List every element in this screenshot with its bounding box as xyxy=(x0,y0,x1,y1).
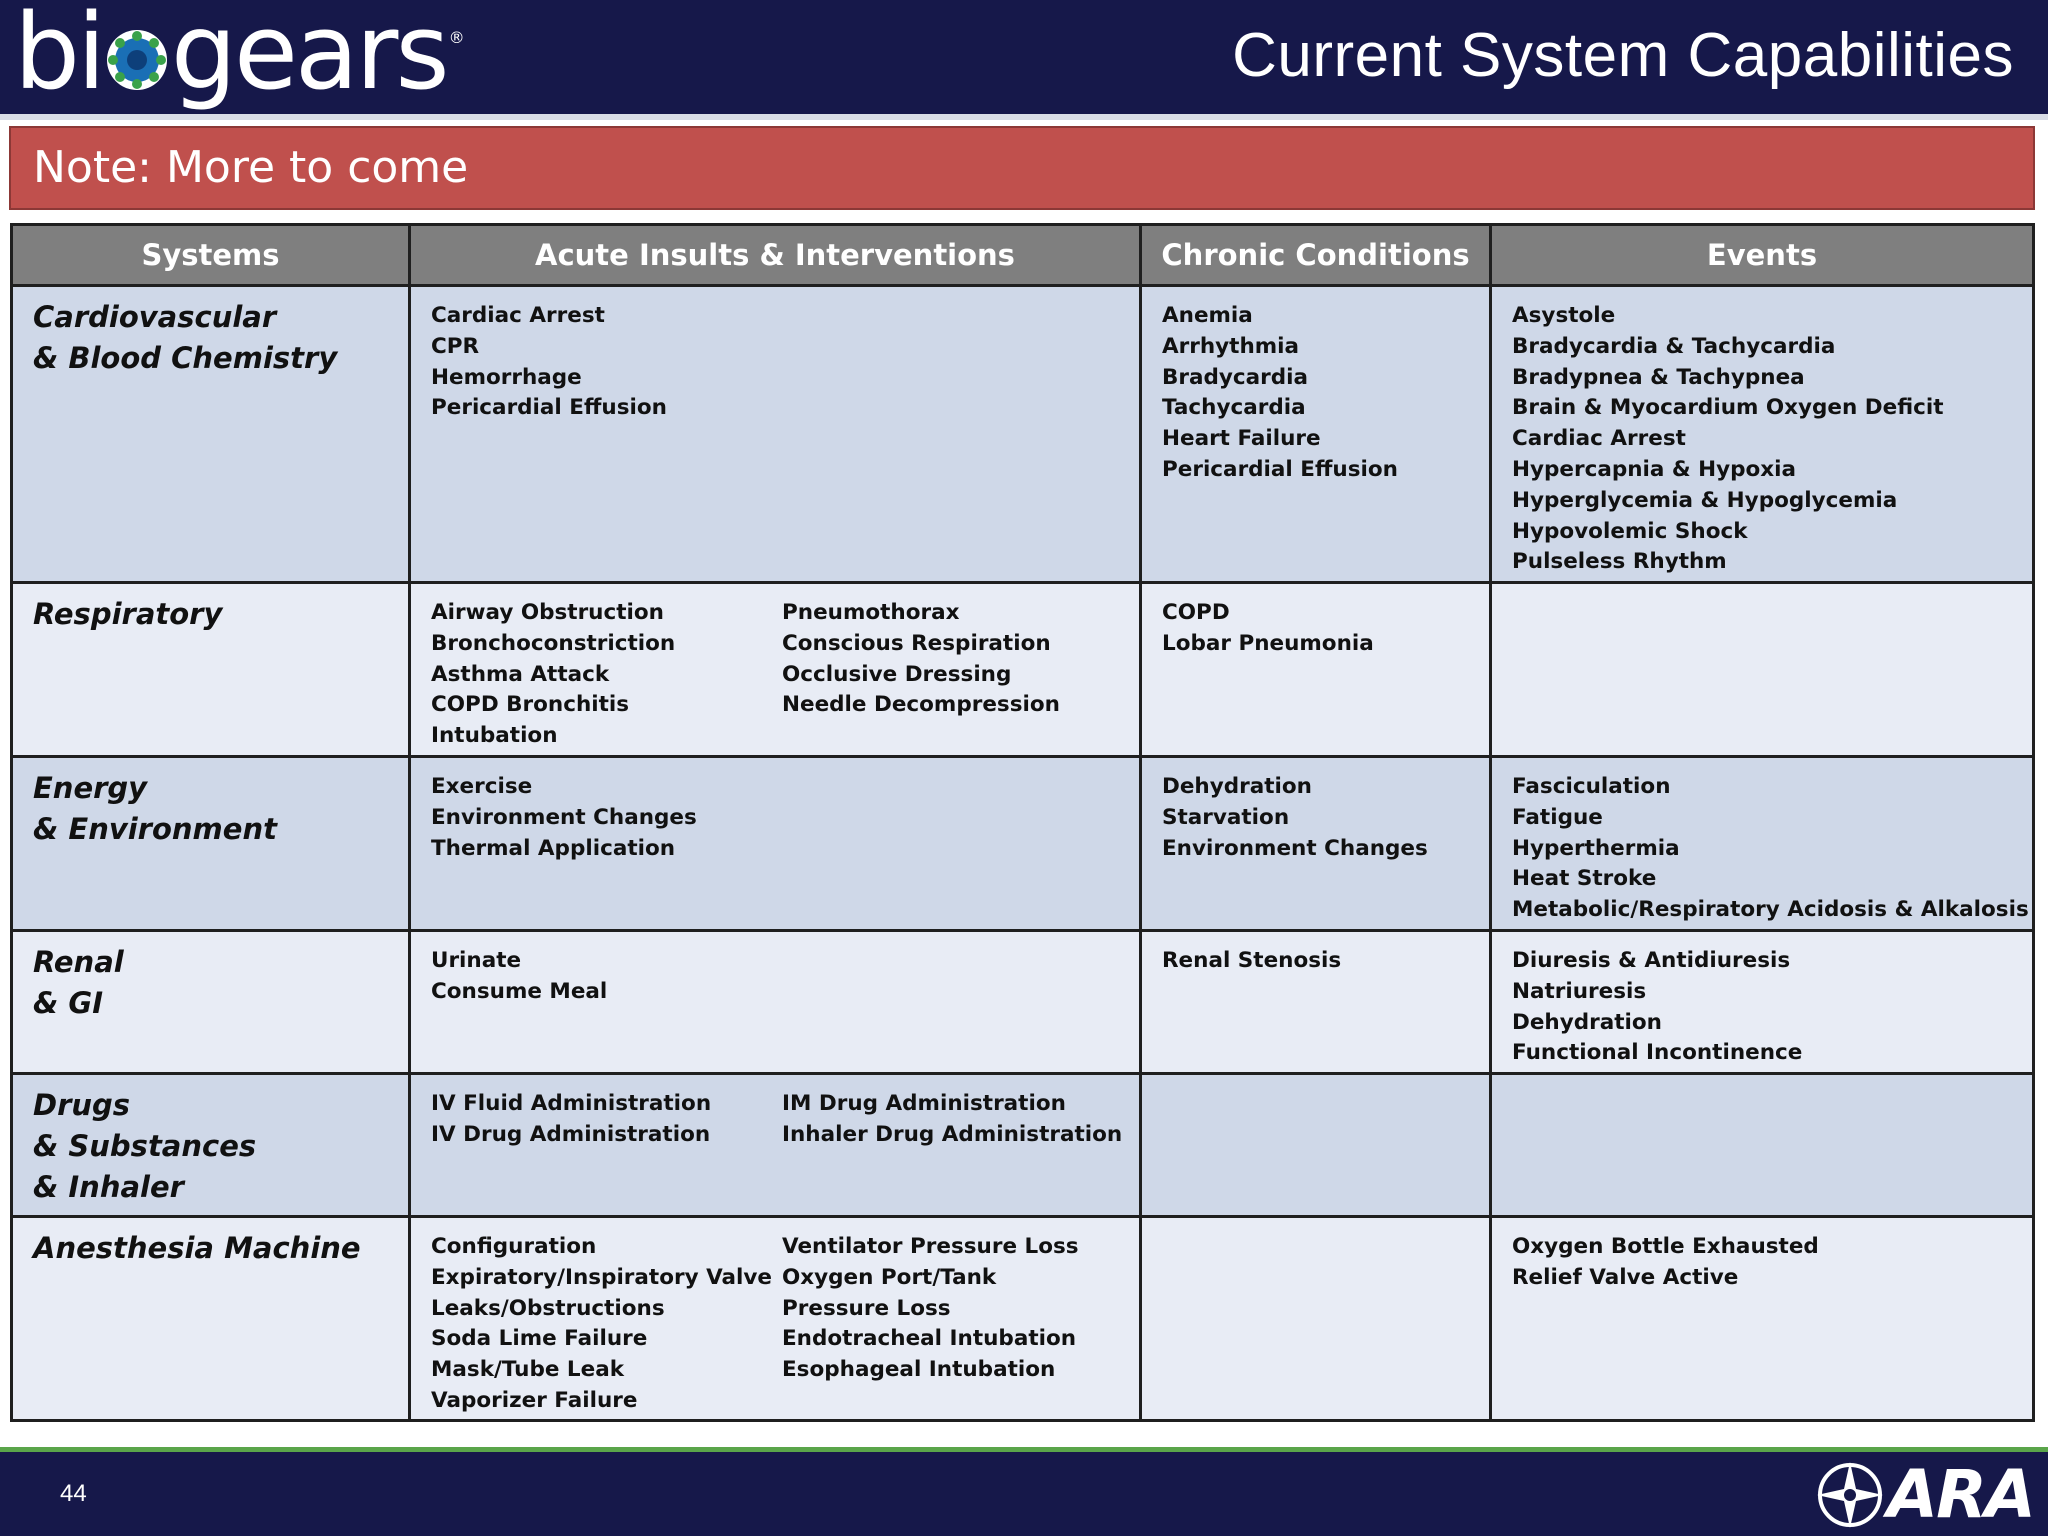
events-cell xyxy=(1492,287,2032,584)
system-name-line: & Inhaler xyxy=(33,1170,184,1204)
acute-item: Hemorrhage xyxy=(431,364,582,390)
chronic-item: COPD xyxy=(1162,600,1230,625)
acute-item: Urinate xyxy=(431,948,522,973)
chronic-item: Dehydration xyxy=(1162,774,1312,799)
acute-item: Mask/Tube Leak xyxy=(431,1357,625,1383)
event-item: Hypercapnia & Hypoxia xyxy=(1512,456,1797,482)
chronic-item: Starvation xyxy=(1162,804,1290,830)
acute-cell xyxy=(411,1218,1142,1419)
system-name-line: Cardiovascular xyxy=(33,300,277,334)
trademark-symbol: ® xyxy=(448,28,462,47)
system-cell xyxy=(13,584,411,758)
slide-header xyxy=(0,0,2048,114)
acute-cell xyxy=(411,287,1142,584)
acute-item: Airway Obstruction xyxy=(431,600,664,625)
chronic-item: Environment Changes xyxy=(1162,835,1428,861)
event-item: Functional Incontinence xyxy=(1512,1040,1803,1066)
system-name-line: Anesthesia Machine xyxy=(33,1231,361,1265)
chronic-cell xyxy=(1142,1218,1492,1419)
chronic-item: Lobar Pneumonia xyxy=(1162,630,1374,656)
acute-item: Ventilator Pressure Loss xyxy=(782,1234,1079,1259)
page-number: 44 xyxy=(60,1480,87,1507)
acute-item: Bronchoconstriction xyxy=(431,630,676,656)
note-text: Note: More to come xyxy=(33,142,469,193)
acute-cell xyxy=(411,1075,1142,1218)
events-cell xyxy=(1492,1218,2032,1419)
acute-item: COPD Bronchitis xyxy=(431,692,630,718)
header-chronic: Chronic Conditions xyxy=(1142,226,1492,287)
acute-cell xyxy=(411,584,1142,758)
system-cell xyxy=(13,758,411,932)
acute-item: Exercise xyxy=(431,774,533,799)
acute-item: Leaks/Obstructions xyxy=(431,1295,665,1321)
system-name-line: & Environment xyxy=(33,812,277,846)
logo-text-right: gears xyxy=(170,0,447,113)
chronic-item: Heart Failure xyxy=(1162,426,1321,452)
event-item: Pulseless Rhythm xyxy=(1512,549,1727,575)
acute-item: Pneumothorax xyxy=(782,600,960,625)
acute-column xyxy=(782,1232,1082,1419)
event-item: Relief Valve Active xyxy=(1512,1264,1739,1290)
acute-item: Pericardial Effusion xyxy=(431,395,667,421)
acute-cell xyxy=(411,932,1142,1075)
system-name-line: Drugs xyxy=(33,1088,131,1122)
chronic-cell xyxy=(1142,287,1492,584)
acute-column xyxy=(431,1089,782,1215)
chronic-item: Bradycardia xyxy=(1162,364,1309,390)
acute-item: Asthma Attack xyxy=(431,661,610,687)
chronic-cell xyxy=(1142,1075,1492,1218)
acute-item: CPR xyxy=(431,333,480,359)
acute-item: Conscious Respiration xyxy=(782,630,1051,656)
chronic-item: Arrhythmia xyxy=(1162,333,1300,359)
system-cell xyxy=(13,1218,411,1419)
note-banner xyxy=(9,126,2035,210)
acute-item: Consume Meal xyxy=(431,978,608,1004)
system-name-line: & Blood Chemistry xyxy=(33,341,338,375)
acute-column xyxy=(431,301,782,581)
header-acute: Acute Insults & Interventions xyxy=(411,226,1142,287)
acute-item: Inhaler Drug Administration xyxy=(782,1121,1123,1147)
ara-wordmark: ARA xyxy=(1887,1456,2034,1533)
ara-logo xyxy=(1815,1456,2034,1533)
header-events: Events xyxy=(1492,226,2032,287)
acute-column xyxy=(431,772,782,929)
acute-item: Soda Lime Failure xyxy=(431,1326,648,1352)
acute-item: Needle Decompression xyxy=(782,692,1060,718)
chronic-item: Renal Stenosis xyxy=(1162,948,1342,973)
acute-item: IM Drug Administration xyxy=(782,1091,1066,1116)
acute-item: Thermal Application xyxy=(431,835,676,861)
system-name-line: Renal xyxy=(33,945,124,979)
event-item: Hypovolemic Shock xyxy=(1512,518,1748,544)
header-systems: Systems xyxy=(13,226,411,287)
system-cell xyxy=(13,287,411,584)
compass-icon xyxy=(1815,1460,1885,1530)
biogears-logo xyxy=(14,0,462,112)
chronic-cell xyxy=(1142,758,1492,932)
acute-item: Intubation xyxy=(431,723,558,749)
acute-item: Vaporizer Failure xyxy=(431,1387,638,1413)
event-item: Dehydration xyxy=(1512,1009,1662,1035)
event-item: Bradycardia & Tachycardia xyxy=(1512,333,1836,359)
acute-column xyxy=(782,1089,1122,1215)
logo-text-left: bi xyxy=(14,0,103,113)
events-cell xyxy=(1492,584,2032,758)
event-item: Hyperglycemia & Hypoglycemia xyxy=(1512,487,1898,513)
slide-title: Current System Capabilities xyxy=(1232,21,2014,90)
event-item: Bradypnea & Tachypnea xyxy=(1512,364,1805,390)
acute-item: Esophageal Intubation xyxy=(782,1357,1056,1383)
globe-icon xyxy=(105,28,169,92)
system-cell xyxy=(13,932,411,1075)
acute-item: Cardiac Arrest xyxy=(431,303,605,328)
acute-column xyxy=(431,946,782,1072)
acute-column xyxy=(782,598,1060,755)
acute-item: Oxygen Port/Tank Pressure Loss xyxy=(782,1264,997,1321)
system-cell xyxy=(13,1075,411,1218)
events-cell xyxy=(1492,758,2032,932)
events-cell xyxy=(1492,932,2032,1075)
acute-item: IV Fluid Administration xyxy=(431,1091,712,1116)
events-cell xyxy=(1492,1075,2032,1218)
event-item: Cardiac Arrest xyxy=(1512,426,1686,452)
chronic-cell xyxy=(1142,932,1492,1075)
system-name-line: & Substances xyxy=(33,1129,257,1163)
acute-item: Expiratory/Inspiratory Valve xyxy=(431,1264,773,1290)
acute-column xyxy=(431,1232,782,1419)
chronic-item: Pericardial Effusion xyxy=(1162,456,1398,482)
acute-item: Configuration xyxy=(431,1234,597,1259)
event-item: Brain & Myocardium Oxygen Deficit xyxy=(1512,395,1944,421)
acute-item: IV Drug Administration xyxy=(431,1121,711,1147)
acute-item: Occlusive Dressing xyxy=(782,661,1012,687)
event-item: Oxygen Bottle Exhausted xyxy=(1512,1234,1819,1259)
event-item: Asystole xyxy=(1512,303,1616,328)
capabilities-table xyxy=(10,223,2035,1422)
header-divider xyxy=(0,114,2048,120)
event-item: Heat Stroke xyxy=(1512,866,1657,892)
event-item: Fatigue xyxy=(1512,804,1603,830)
slide-footer xyxy=(0,1452,2048,1536)
system-name-line: & GI xyxy=(33,986,103,1020)
chronic-cell xyxy=(1142,584,1492,758)
system-name-line: Energy xyxy=(33,771,148,805)
chronic-item: Anemia xyxy=(1162,303,1253,328)
acute-column xyxy=(431,598,782,755)
chronic-item: Tachycardia xyxy=(1162,395,1306,421)
event-item: Metabolic/Respiratory Acidosis & Alkalosis xyxy=(1512,897,2029,923)
event-item: Natriuresis xyxy=(1512,978,1647,1004)
event-item: Fasciculation xyxy=(1512,774,1671,799)
acute-item: Environment Changes xyxy=(431,804,697,830)
system-name-line: Respiratory xyxy=(33,597,223,631)
event-item: Diuresis & Antidiuresis xyxy=(1512,948,1791,973)
event-item: Hyperthermia xyxy=(1512,835,1680,861)
acute-item: Endotracheal Intubation xyxy=(782,1326,1077,1352)
acute-cell xyxy=(411,758,1142,932)
